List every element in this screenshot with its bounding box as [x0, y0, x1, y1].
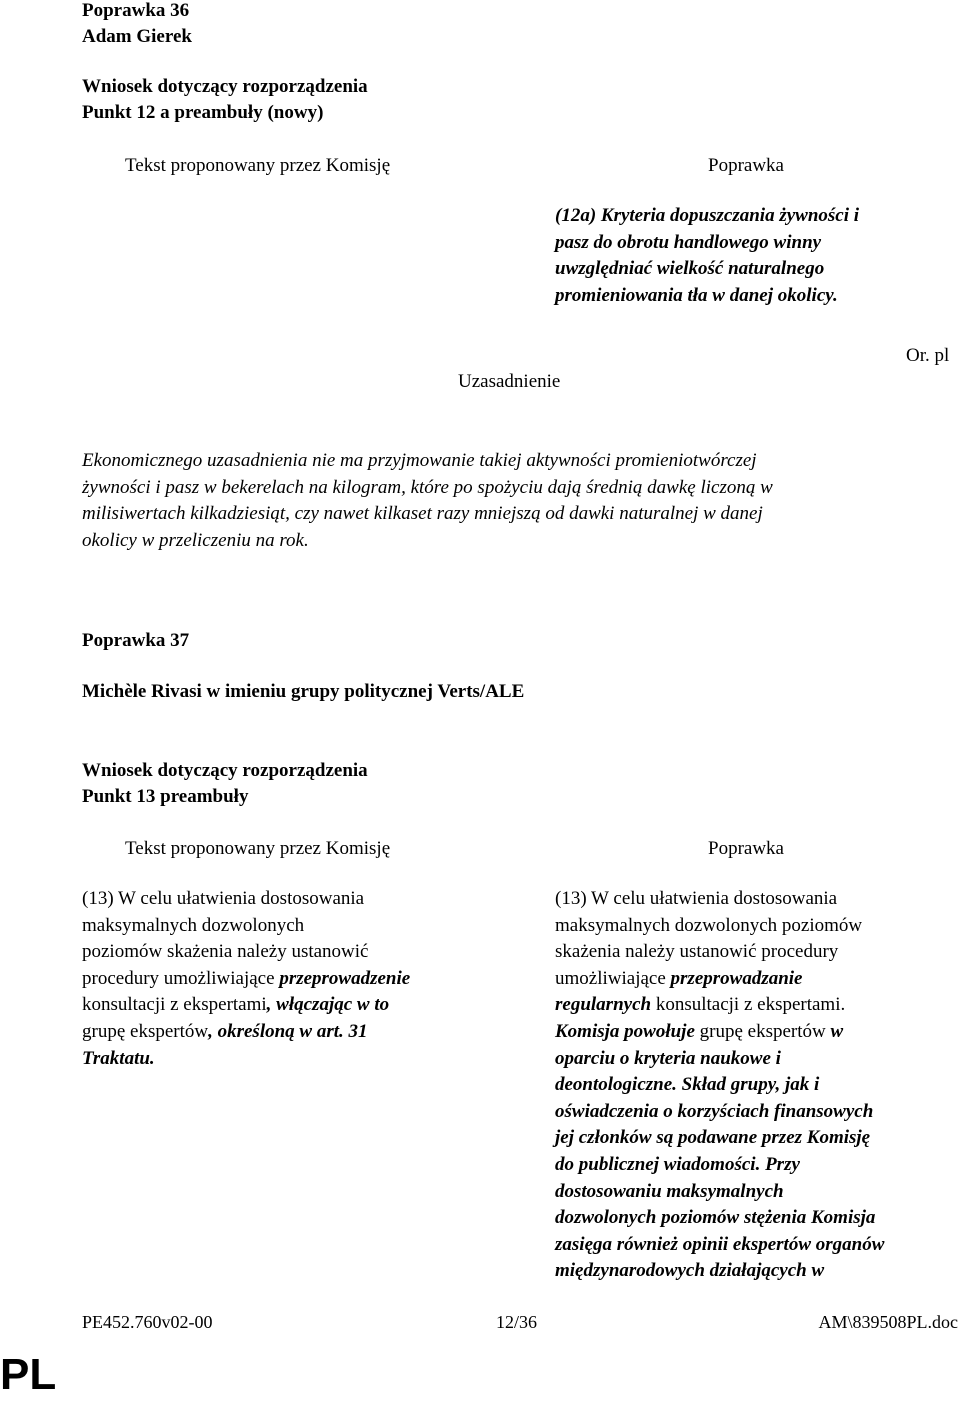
- justification-title: Uzasadnienie: [458, 371, 561, 392]
- amendment-36-proposal: Wniosek dotyczący rozporządzenia: [82, 76, 368, 97]
- amendment-37-left-column: [82, 886, 410, 1072]
- text-line: Traktatu.: [82, 1047, 155, 1069]
- text-line: oświadczenia o korzyściach finansowych: [555, 1100, 874, 1122]
- text-span: konsultacji z ekspertami: [82, 994, 267, 1016]
- added-text: Komisja powołuje: [555, 1020, 695, 1042]
- text-line: [82, 966, 410, 993]
- text-line: dostosowaniu maksymalnych: [555, 1180, 784, 1202]
- text-span: konsultacji z ekspertami.: [651, 994, 846, 1016]
- text-line: skażenia należy ustanowić procedury: [555, 941, 839, 963]
- text-line: jej członków są podawane przez Komisję: [555, 1127, 871, 1149]
- text-line: Ekonomicznego uzasadnienia nie ma przyjmowanie takiej aktywności promieniotwórczej: [82, 450, 757, 471]
- text-line: uwzględniać wielkość naturalnego: [555, 258, 825, 280]
- amendment-36-right-text: [555, 203, 859, 309]
- amendment-36-author: Adam Gierek: [82, 26, 192, 47]
- text-line: międzynarodowych działających w: [555, 1260, 825, 1282]
- added-text: regularnych: [555, 994, 652, 1016]
- text-line: milisiwertach kilkadziesiąt, czy nawet kilkaset razy mniejszą od dawki naturalnej w danej: [82, 503, 763, 525]
- footer-page-number: 12/36: [496, 1312, 538, 1332]
- text-line: [555, 992, 884, 1019]
- amendment-37-right-column: [555, 886, 884, 1285]
- text-line: maksymalnych dozwolonych poziomów: [555, 914, 863, 936]
- text-line: [82, 992, 410, 1019]
- amendment-37-proposal: Wniosek dotyczący rozporządzenia: [82, 760, 368, 781]
- text-span: umożliwiające: [555, 967, 671, 989]
- deleted-text: , włączając w to: [266, 994, 390, 1016]
- text-line: (13) W celu ułatwienia dostosowania: [82, 888, 365, 909]
- text-line: pasz do obrotu handlowego winny: [555, 231, 822, 253]
- amendment-37-number: Poprawka 37: [82, 630, 190, 651]
- text-line: oparciu o kryteria naukowe i: [555, 1047, 781, 1069]
- footer-file-name: AM\839508PL.doc: [818, 1312, 958, 1332]
- text-line: [82, 1019, 410, 1046]
- amendment-37-author: Michèle Rivasi w imieniu grupy politycznej Verts/ALE: [82, 681, 525, 702]
- text-line: dozwolonych poziomów stężenia Komisja: [555, 1207, 876, 1229]
- added-text: w: [830, 1020, 844, 1042]
- text-line: [555, 966, 884, 993]
- text-line: deontologiczne. Skład grupy, jak i: [555, 1074, 820, 1096]
- added-text: przeprowadzanie: [670, 967, 803, 989]
- amendment-37-left-header: Tekst proponowany przez Komisję: [125, 838, 391, 859]
- deleted-text: , określoną w art. 31: [208, 1020, 368, 1042]
- amendment-37-point: Punkt 13 preambuły: [82, 786, 249, 807]
- justification-text: [82, 448, 773, 554]
- footer-document-ref: PE452.760v02-00: [82, 1312, 213, 1332]
- footer-language-code: PL: [0, 1350, 57, 1399]
- text-line: do publicznej wiadomości. Przy: [555, 1153, 800, 1175]
- text-line: maksymalnych dozwolonych: [82, 914, 305, 936]
- amendment-36-point: Punkt 12 a preambuły (nowy): [82, 102, 324, 123]
- amendment-36-left-header: Tekst proponowany przez Komisję: [125, 155, 391, 176]
- text-line: poziomów skażenia należy ustanowić: [82, 941, 369, 963]
- text-line: (13) W celu ułatwienia dostosowania: [555, 888, 838, 909]
- text-line: [555, 1019, 884, 1046]
- text-line: zasięga również opinii ekspertów organów: [555, 1233, 885, 1255]
- amendment-36-right-header: Poprawka: [708, 155, 784, 176]
- deleted-text: przeprowadzenie: [279, 967, 411, 989]
- text-line: żywności i pasz w bekerelach na kilogram, które po spożyciu dają średnią dawkę liczoną w: [82, 476, 773, 498]
- text-span: procedury umożliwiające: [82, 967, 280, 989]
- text-span: grupę ekspertów: [694, 1020, 831, 1042]
- text-span: grupę ekspertów: [82, 1020, 209, 1042]
- original-language: Or. pl: [906, 345, 950, 366]
- text-line: (12a) Kryteria dopuszczania żywności i: [555, 205, 860, 226]
- amendment-37-right-header: Poprawka: [708, 838, 784, 859]
- amendment-36-number: Poprawka 36: [82, 0, 190, 21]
- text-line: okolicy w przeliczeniu na rok.: [82, 529, 309, 551]
- text-line: promieniowania tła w danej okolicy.: [555, 284, 838, 306]
